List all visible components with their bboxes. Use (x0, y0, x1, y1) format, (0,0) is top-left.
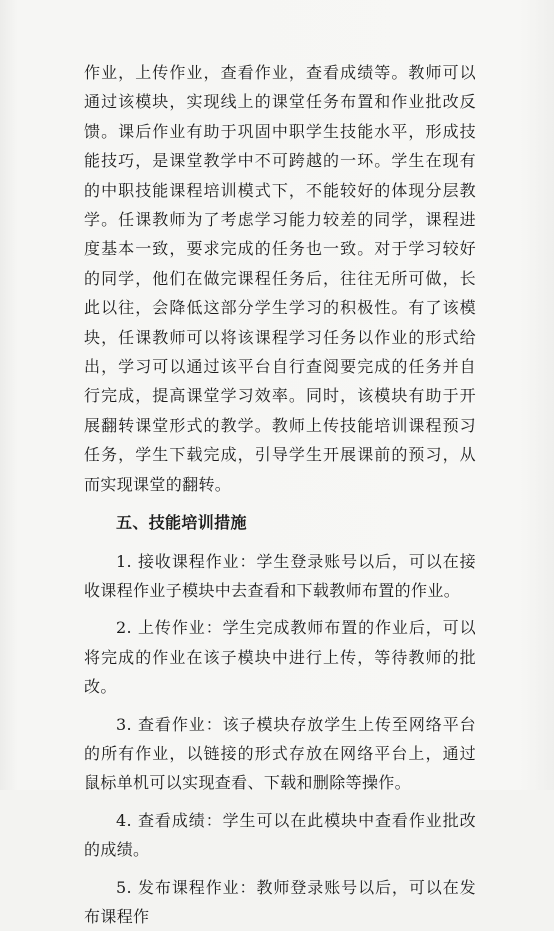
item-gap (84, 865, 476, 873)
list-item-upload-homework: 2. 上传作业：学生完成教师布置的作业后，可以将完成的作业在该子模块中进行上传，等待教师的批改。 (84, 618, 476, 697)
list-item-view-homework: 3. 查看作业：该子模块存放学生上传至网络平台的所有作业，以链接的形式存放在网络平台上，通过鼠标单机可以实现查看、下载和删除等操作。 (84, 714, 476, 793)
list-item-publish-homework: 5. 发布课程作业：教师登录账号以后，可以在发布课程作 (84, 877, 476, 926)
continuation-paragraph: 作业，上传作业，查看作业，查看成绩等。教师可以通过该模块，实现线上的课堂任务布置和作业批改反馈。课后作业有助于巩固中职学生技能水平，形成技能技巧，是课堂教学中不可跨越的一环。学生在现有的中职技能课程培训模式下，不能较好的体现分层教学。任课教师为了考虑学习能力较差的同学，课程进度基本一致，要求完成的任务也一致。对于学习较好的同学，他们在做完课程任务后，往往无所可做，长此以往，会降低这部分学生学习的积极性。有了该模块，任课教师可以将该课程学习任务以作业的形式给出，学习可以通过该平台自行查阅要完成的任务并自行完成，提高课堂学习效率。同时，该模块有助于开展翻转课堂形式的教学。教师上传技能培训课程预习任务，学生下载完成，引导学生开展课前的预习，从而实现课堂的翻转。 (84, 63, 476, 494)
list-item-receive-homework: 1. 接收课程作业：学生登录账号以后，可以在接收课程作业子模块中去查看和下载教师布置的作业。 (84, 551, 476, 600)
paragraph-gap (84, 499, 476, 507)
item-gap (84, 798, 476, 806)
item-gap (84, 702, 476, 710)
document-body (84, 58, 476, 931)
section-heading: 五、技能培训措施 (116, 513, 247, 533)
heading-gap (84, 539, 476, 547)
item-gap (84, 605, 476, 613)
list-item-view-grades: 4. 查看成绩：学生可以在此模块中查看作业批改的成绩。 (84, 810, 476, 860)
